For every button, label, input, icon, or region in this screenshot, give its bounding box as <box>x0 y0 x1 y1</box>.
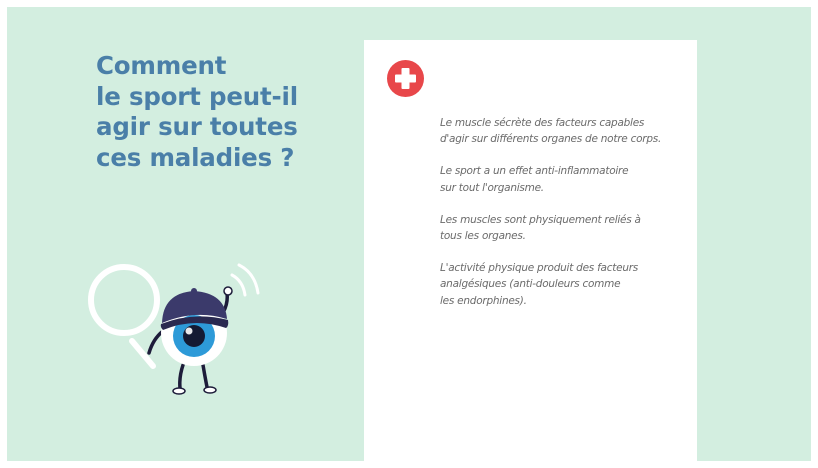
title-line-3: agir sur toutes <box>96 112 298 141</box>
page-title <box>96 51 298 173</box>
fact-line: tous les organes. <box>440 230 526 243</box>
fact-line: Le muscle sécrète des facteurs capables <box>440 117 645 129</box>
medical-cross-icon <box>387 60 424 97</box>
fact-line: L'activité physique produit des facteurs <box>440 262 639 275</box>
fact-item <box>440 260 690 309</box>
slide-background <box>7 7 811 461</box>
eye-mascot-with-magnifier-icon <box>87 253 267 403</box>
info-panel <box>364 40 697 461</box>
fact-line: Les muscles sont physiquement reliés à <box>440 213 641 226</box>
facts-list <box>440 115 690 325</box>
fact-line: d'agir sur différents organes de notre corps. <box>440 133 662 146</box>
fact-line: analgésiques (anti-douleurs comme <box>440 278 621 291</box>
fact-item <box>440 115 690 147</box>
title-line-2: le sport peut-il <box>96 81 298 111</box>
fact-line: sur tout l'organisme. <box>440 181 544 194</box>
title-line-1: Comment <box>96 51 227 80</box>
fact-item <box>440 212 690 244</box>
fact-item <box>440 163 690 195</box>
fact-line: les endorphines). <box>440 294 527 307</box>
fact-line: Le sport a un effet anti-inflammatoire <box>440 165 629 178</box>
title-line-4: ces maladies ? <box>96 142 295 172</box>
